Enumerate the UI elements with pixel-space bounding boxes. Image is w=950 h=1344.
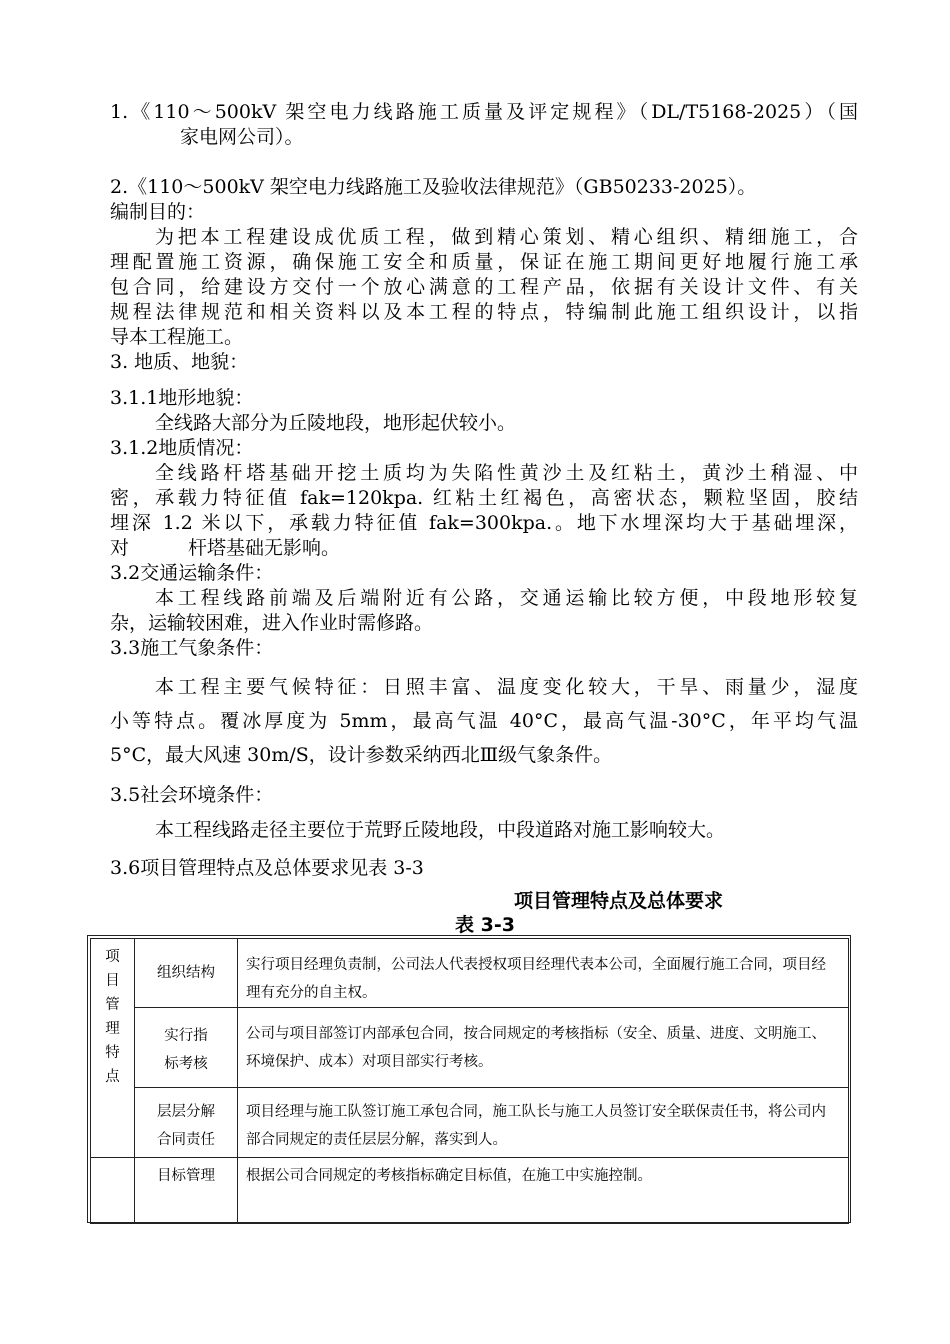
- section-3-2-heading: 3.2交通运输条件：: [110, 562, 274, 584]
- row-label-line: 实行指: [164, 1028, 208, 1044]
- section-3-3-line-1: 本工程主要气候特征：日照丰富、温度变化较大，干旱、雨量少，湿度: [155, 676, 858, 698]
- section-3-1-2-line-3: 埋深 1.2 米以下，承载力特征值 fak=300kpa.。地下水埋深均大于基础埋深，: [110, 512, 858, 534]
- section-3-2-line-1: 本工程线路前端及后端附近有公路，交通运输比较方便，中段地形较复: [155, 587, 858, 609]
- section-3-1-2-line-4a: 对: [110, 537, 130, 559]
- row-label-line: 标考核: [164, 1056, 208, 1072]
- table-row: [91, 1088, 849, 1158]
- category-char: 目: [105, 973, 120, 989]
- purpose-line-1: 为把本工程建设成优质工程，做到精心策划、精心组织、精细施工，合: [155, 226, 858, 248]
- category-char: 理: [105, 1021, 120, 1037]
- section-3-1-2-line-2: 密，承载力特征值 fak=120kpa. 红粘土红褐色，高密状态，颗粒坚固，胶结: [110, 487, 858, 509]
- purpose-line-5: 导本工程施工。: [110, 326, 244, 348]
- table-row: [91, 1158, 849, 1224]
- row-label: [135, 939, 238, 1008]
- purpose-line-4: 规程法律规范和相关资料以及本工程的特点，特编制此施工组织设计，以指: [110, 301, 858, 323]
- section-3-5-text: 本工程线路走径主要位于荒野丘陵地段，中段道路对施工影响较大。: [155, 819, 726, 841]
- section-3-1-1-text: 全线路大部分为丘陵地段，地形起伏较小。: [155, 412, 517, 434]
- section-3-3-heading: 3.3施工气象条件：: [110, 637, 274, 659]
- reference-2: 2.《110～500kV 架空电力线路施工及验收法律规范》（GB50233-2025）。: [110, 176, 757, 198]
- row-label-line: 层层分解: [157, 1104, 215, 1120]
- row-label: [135, 1008, 238, 1088]
- row-content: 公司与项目部签订内部承包合同，按合同规定的考核指标（安全、质量、进度、文明施工、环境保护、成本）对项目部实行考核。: [238, 1008, 849, 1088]
- purpose-line-2: 理配置施工资源，确保施工安全和质量，保证在施工期间更好地履行施工承: [110, 251, 858, 273]
- category-char: 特: [105, 1045, 120, 1061]
- purpose-heading: 编制目的：: [110, 201, 206, 223]
- row-content: 实行项目经理负责制，公司法人代表授权项目经理代表本公司，全面履行施工合同，项目经理有充分的自主权。: [238, 939, 849, 1008]
- row-content: 根据公司合同规定的考核指标确定目标值，在施工中实施控制。: [238, 1158, 849, 1224]
- management-table: [90, 938, 849, 1224]
- section-3-1-2-line-1: 全线路杆塔基础开挖土质均为失陷性黄沙土及红粘土，黄沙土稍湿、中: [155, 462, 858, 484]
- section-3-5-heading: 3.5社会环境条件：: [110, 784, 274, 806]
- category-char: 管: [105, 997, 120, 1013]
- section-3-1-2-heading: 3.1.2地质情况：: [110, 437, 254, 459]
- row-label-line: 目标管理: [157, 1168, 215, 1184]
- table-number: 表 3-3: [455, 914, 515, 936]
- row-label-line: 合同责任: [157, 1132, 215, 1148]
- category-cell-empty: [91, 1158, 135, 1224]
- reference-1-line-2: 家电网公司）。: [180, 126, 304, 148]
- table-row: [91, 1008, 849, 1088]
- section-3-heading: 3. 地质、地貌：: [110, 351, 249, 373]
- section-3-1-1-heading: 3.1.1地形地貌：: [110, 387, 254, 409]
- row-content: 项目经理与施工队签订施工承包合同，施工队长与施工人员签订安全联保责任书，将公司内部合同规定的责任层层分解，落实到人。: [238, 1088, 849, 1158]
- section-3-3-line-3: 5°C，最大风速 30m/S，设计参数采纳西北Ⅲ级气象条件。: [110, 744, 613, 766]
- category-char: 项: [105, 949, 120, 965]
- row-label: [135, 1158, 238, 1224]
- purpose-line-3: 包合同，给建设方交付一个放心满意的工程产品，依据有关设计文件、有关: [110, 276, 858, 298]
- table-title: 项目管理特点及总体要求: [514, 890, 724, 912]
- section-3-6-heading: 3.6项目管理特点及总体要求见表 3-3: [110, 857, 424, 879]
- row-label-line: 组织结构: [157, 965, 215, 981]
- section-3-1-2-line-4b: 杆塔基础无影响。: [188, 537, 341, 559]
- category-char: 点: [105, 1069, 120, 1085]
- section-3-2-line-2: 杂，运输较困难，进入作业时需修路。: [110, 612, 434, 634]
- section-3-3-line-2: 小等特点。覆冰厚度为 5mm，最高气温 40°C，最高气温-30°C，年平均气温: [110, 710, 858, 732]
- category-cell: [91, 939, 135, 1158]
- table-row: [91, 939, 849, 1008]
- reference-1-line-1: 1.《110～500kV 架空电力线路施工质量及评定规程》（DL/T5168-2025）（国: [110, 101, 858, 123]
- row-label: [135, 1088, 238, 1158]
